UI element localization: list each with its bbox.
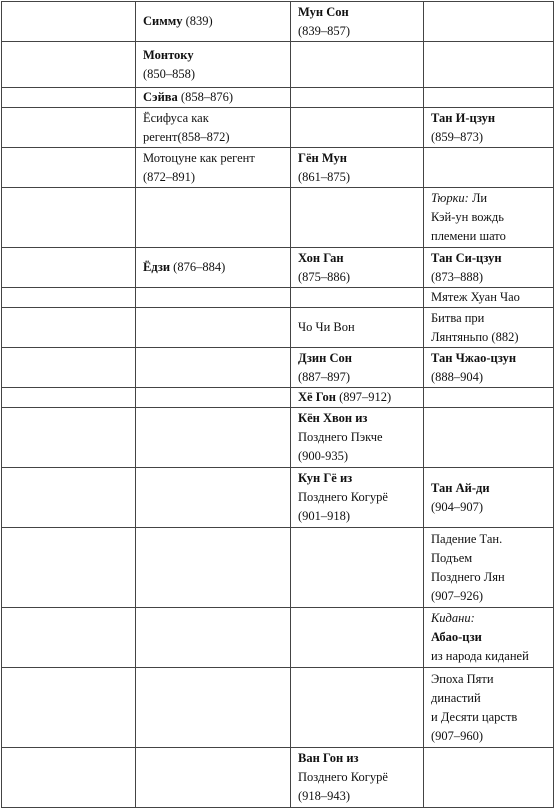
text-segment: Кэй-ун вождь [431, 210, 504, 224]
table-cell [136, 668, 291, 748]
cell-line [298, 388, 419, 407]
text-segment: (861–875) [298, 169, 351, 184]
table-row [2, 108, 554, 148]
text-segment: (907–960) [431, 728, 484, 743]
table-row [2, 42, 554, 88]
table-row [2, 148, 554, 188]
cell-line [143, 149, 286, 168]
table-cell-empty [2, 108, 136, 148]
text-segment: (873–888) [431, 269, 484, 284]
text-segment: Мятеж Хуан Чао [431, 290, 520, 304]
table-cell [136, 148, 291, 188]
text-segment: Мун Сон [298, 4, 349, 19]
table-cell [291, 608, 424, 668]
table-row [2, 668, 554, 748]
table-cell [291, 188, 424, 248]
cell-line [143, 46, 286, 65]
table-cell [136, 88, 291, 108]
text-segment: Симму [143, 14, 183, 28]
text-segment: (907–926) [431, 588, 484, 603]
table-row [2, 528, 554, 608]
cell-line [431, 227, 549, 246]
table-cell [136, 348, 291, 388]
cell-line [431, 549, 549, 568]
text-segment: (858–876) [177, 90, 233, 104]
cell-line [431, 670, 549, 689]
table-cell [291, 348, 424, 388]
table-cell [136, 308, 291, 348]
table-cell [136, 108, 291, 148]
cell-line [431, 128, 549, 147]
cell-line [298, 318, 419, 337]
text-segment: Подъем [431, 550, 473, 565]
text-segment: Чо Чи Вон [298, 320, 355, 334]
table-cell [424, 188, 554, 248]
cell-line [298, 488, 419, 507]
table-row [2, 2, 554, 42]
text-segment: Падение Тан. [431, 531, 503, 546]
table-cell-empty [2, 388, 136, 408]
text-segment: Монтоку [143, 47, 194, 62]
text-segment: (897–912) [336, 390, 392, 404]
table-cell [424, 528, 554, 608]
table-cell-empty [2, 148, 136, 188]
cell-line [298, 349, 419, 368]
text-segment: (901–918) [298, 509, 351, 523]
cell-line [298, 3, 419, 22]
text-segment: (887–897) [298, 369, 351, 384]
cell-line [298, 22, 419, 41]
table-cell [424, 2, 554, 42]
cell-line [431, 587, 549, 606]
chronology-table-body [2, 2, 554, 808]
cell-line [431, 609, 549, 628]
cell-line [431, 109, 549, 128]
table-row [2, 308, 554, 348]
table-cell-empty [2, 308, 136, 348]
cell-line [431, 628, 549, 647]
text-segment: Тан Си-цзун [431, 250, 502, 265]
table-cell [424, 388, 554, 408]
text-segment: (875–886) [298, 269, 351, 284]
text-segment: (888–904) [431, 369, 484, 384]
text-segment: (876–884) [170, 260, 226, 274]
table-cell [136, 528, 291, 608]
table-cell [424, 108, 554, 148]
cell-line [143, 65, 286, 84]
table-row [2, 468, 554, 528]
table-cell [136, 748, 291, 808]
table-cell [291, 668, 424, 748]
table-cell [136, 608, 291, 668]
text-segment: Ли [468, 191, 488, 205]
text-segment: Битва при [431, 310, 485, 325]
table-row [2, 388, 554, 408]
table-cell [424, 468, 554, 528]
text-segment: Хон Ган [298, 250, 344, 265]
cell-line [298, 749, 419, 768]
text-segment: Хё Гон [298, 390, 337, 404]
text-segment: (904–907) [431, 499, 484, 514]
text-segment: Эпоха Пяти [431, 671, 494, 686]
table-cell [291, 88, 424, 108]
table-cell [291, 2, 424, 42]
cell-line [431, 349, 549, 368]
table-cell [424, 288, 554, 308]
text-segment: (839–857) [298, 23, 351, 38]
chronology-table [1, 1, 554, 808]
cell-line [431, 530, 549, 549]
table-row [2, 608, 554, 668]
cell-line [298, 268, 419, 287]
text-segment: (872–891) [143, 169, 196, 184]
text-segment: Ёсифуса как [143, 110, 209, 125]
table-cell [136, 288, 291, 308]
cell-line [298, 507, 419, 526]
cell-line [431, 328, 549, 347]
cell-line [298, 149, 419, 168]
text-segment: Тан Ай-ди [431, 480, 490, 495]
text-segment: Тюрки: [431, 191, 469, 205]
cell-line [431, 727, 549, 746]
table-cell-empty [2, 608, 136, 668]
text-segment: Позднего Когурё [298, 770, 388, 784]
table-row [2, 188, 554, 248]
table-cell [424, 348, 554, 388]
cell-line [431, 268, 549, 287]
text-segment: династий [431, 690, 481, 705]
cell-line [431, 368, 549, 387]
table-cell [291, 308, 424, 348]
text-segment: (859–873) [431, 129, 484, 144]
text-segment: (850–858) [143, 66, 196, 81]
cell-line [143, 168, 286, 187]
cell-line [298, 768, 419, 787]
table-cell-empty [2, 288, 136, 308]
table-row [2, 348, 554, 388]
table-cell [424, 88, 554, 108]
table-cell-empty [2, 408, 136, 468]
table-row [2, 408, 554, 468]
text-segment: Позднего Пэкче [298, 430, 383, 444]
text-segment: Тан И-цзун [431, 110, 496, 125]
cell-line [431, 689, 549, 708]
table-cell [424, 408, 554, 468]
table-cell-empty [2, 42, 136, 88]
text-segment: Кун Гё из [298, 471, 353, 485]
table-cell [291, 388, 424, 408]
text-segment: Ван Гон из [298, 751, 359, 765]
table-cell [291, 108, 424, 148]
cell-line [143, 88, 286, 107]
text-segment: Абао-цзи [431, 630, 482, 644]
cell-line [431, 249, 549, 268]
table-cell-empty [2, 248, 136, 288]
table-cell-empty [2, 2, 136, 42]
cell-line [298, 447, 419, 466]
table-cell [136, 2, 291, 42]
text-segment: Кидани: [431, 611, 475, 625]
cell-line [431, 568, 549, 587]
table-cell [136, 42, 291, 88]
text-segment: Гён Мун [298, 150, 347, 165]
table-cell [291, 528, 424, 608]
cell-line [298, 787, 419, 806]
table-cell [136, 408, 291, 468]
cell-line [431, 309, 549, 328]
cell-line [431, 288, 549, 307]
cell-line [431, 208, 549, 227]
table-cell-empty [2, 188, 136, 248]
text-segment: из народа киданей [431, 649, 529, 663]
cell-line [431, 479, 549, 498]
table-cell [291, 748, 424, 808]
table-cell-empty [2, 748, 136, 808]
text-segment: и Десяти царств [431, 709, 518, 724]
table-cell [291, 42, 424, 88]
cell-line [143, 12, 286, 31]
text-segment: Позднего Лян [431, 569, 505, 584]
cell-line [298, 368, 419, 387]
text-segment: Позднего Когурё [298, 490, 388, 504]
text-segment: (900-935) [298, 449, 348, 463]
table-cell-empty [2, 668, 136, 748]
text-segment: Лянтяньпо (882) [431, 329, 519, 344]
cell-line [431, 498, 549, 517]
cell-line [431, 708, 549, 727]
table-cell [424, 668, 554, 748]
text-segment: Ёдзи [143, 260, 171, 274]
cell-line [431, 189, 549, 208]
cell-line [143, 128, 286, 147]
table-cell [136, 388, 291, 408]
table-cell [424, 248, 554, 288]
table-cell [136, 468, 291, 528]
table-row [2, 288, 554, 308]
table-cell [424, 148, 554, 188]
text-segment: Кён Хвон из [298, 411, 368, 425]
text-segment: (839) [182, 14, 213, 28]
cell-line [143, 109, 286, 128]
table-cell-empty [2, 88, 136, 108]
table-cell [136, 248, 291, 288]
table-cell [136, 188, 291, 248]
table-cell-empty [2, 528, 136, 608]
table-cell-empty [2, 348, 136, 388]
cell-line [298, 409, 419, 428]
table-cell-empty [2, 468, 136, 528]
text-segment: Мотоцуне как регент [143, 150, 255, 165]
cell-line [298, 249, 419, 268]
table-cell [291, 408, 424, 468]
table-row [2, 248, 554, 288]
table-row [2, 88, 554, 108]
text-segment: регент(858–872) [143, 129, 230, 144]
cell-line [298, 428, 419, 447]
table-cell [424, 748, 554, 808]
text-segment: Дзин Сон [298, 350, 352, 365]
cell-line [298, 469, 419, 488]
text-segment: (918–943) [298, 789, 351, 803]
cell-line [431, 647, 549, 666]
table-cell [424, 42, 554, 88]
table-cell [424, 608, 554, 668]
text-segment: племени шато [431, 229, 506, 243]
table-cell [291, 288, 424, 308]
table-row [2, 748, 554, 808]
table-cell [291, 248, 424, 288]
table-cell [291, 148, 424, 188]
text-segment: Сэйва [143, 90, 178, 104]
cell-line [298, 168, 419, 187]
table-cell [291, 468, 424, 528]
text-segment: Тан Чжао-цзун [431, 350, 517, 365]
cell-line [143, 258, 286, 277]
table-cell [424, 308, 554, 348]
